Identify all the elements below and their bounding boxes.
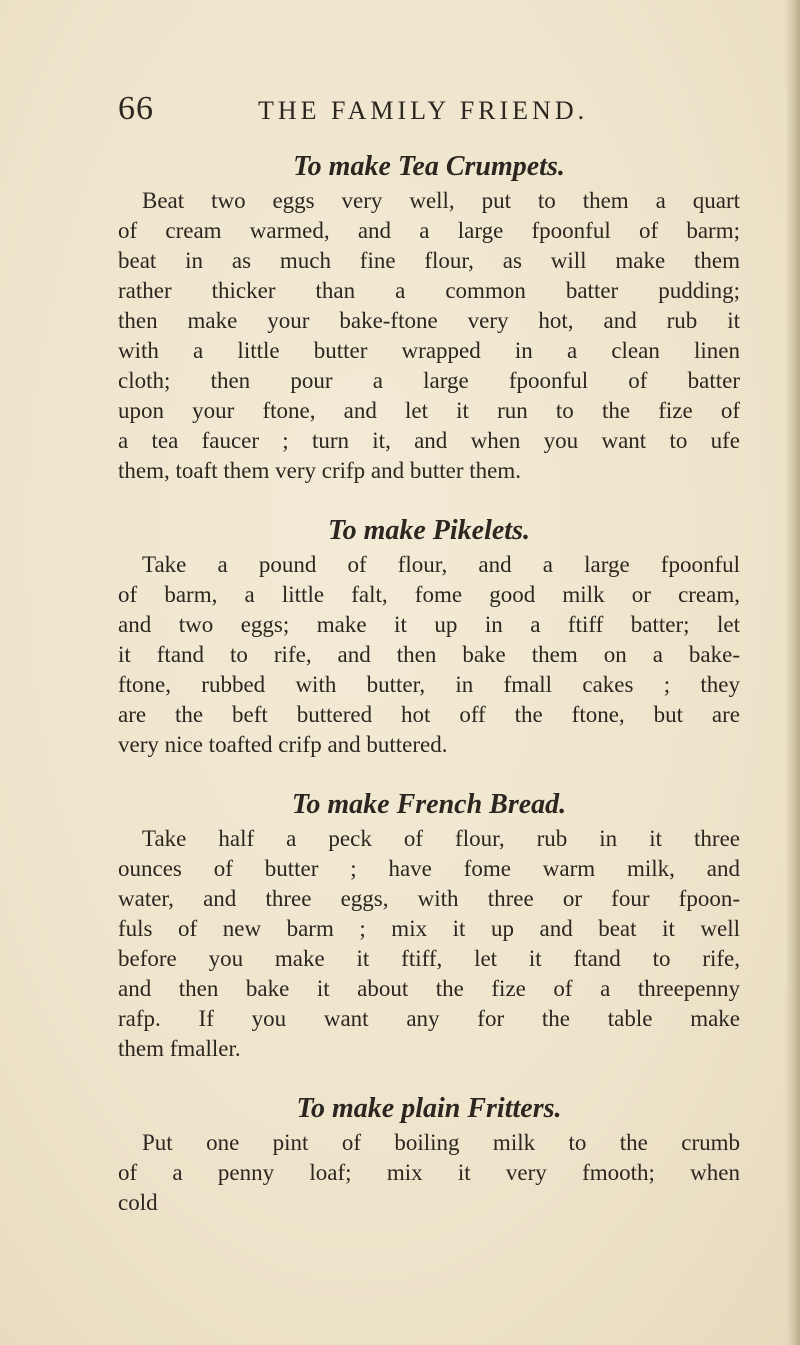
- text-line: it ftand to rife, and then bake them on a bake-: [118, 642, 740, 667]
- recipe-body-french-bread: [118, 824, 740, 1064]
- text-line: and then bake it about the fize of a threepenny: [118, 976, 740, 1001]
- text-line: rafp. If you want any for the table make: [118, 1006, 740, 1031]
- text-line: ounces of butter ; have fome warm milk, and: [118, 856, 740, 881]
- text-line: of a penny loaf; mix it very fmooth; when: [118, 1160, 740, 1185]
- recipe-body-plain-fritters: [118, 1128, 740, 1218]
- page-header: [118, 90, 718, 130]
- page-content: [118, 148, 740, 1218]
- text-line: water, and three eggs, with three or four fpoon-: [118, 886, 740, 911]
- recipe-body-pikelets: [118, 550, 740, 760]
- catchword: cold: [118, 1190, 158, 1215]
- text-line: Put one pint of boiling milk to the crumb: [142, 1130, 740, 1155]
- text-line: of cream warmed, and a large fpoonful of barm;: [118, 218, 740, 243]
- text-line: Take a pound of flour, and a large fpoonful: [142, 552, 740, 577]
- recipe-title-french-bread: To make French Bread.: [291, 789, 567, 820]
- recipe-title-plain-fritters: To make plain Fritters.: [296, 1093, 562, 1124]
- running-title: THE FAMILY FRIEND.: [258, 96, 589, 125]
- recipe-title-tea-crumpets: To make Tea Crumpets.: [293, 151, 565, 182]
- text-line: Take half a peck of flour, rub in it three: [142, 826, 740, 851]
- recipe-title-pikelets: To make Pikelets.: [328, 515, 530, 546]
- text-line: very nice toafted crifp and buttered.: [118, 732, 448, 757]
- text-line: then make your bake-ftone very hot, and rub it: [118, 308, 740, 333]
- text-line: fuls of new barm ; mix it up and beat it well: [118, 916, 740, 941]
- text-line: with a little butter wrapped in a clean linen: [118, 338, 740, 363]
- text-line: rather thicker than a common batter pudding;: [118, 278, 740, 303]
- page-number: 66: [118, 90, 154, 127]
- page-edge: [786, 0, 800, 1345]
- text-line: ftone, rubbed with butter, in fmall cakes ; they: [118, 672, 740, 697]
- text-line: upon your ftone, and let it run to the fize of: [118, 398, 740, 423]
- text-line: before you make it ftiff, let it ftand to rife,: [118, 946, 740, 971]
- text-line: them, toaft them very crifp and butter them.: [118, 458, 522, 483]
- text-line: Beat two eggs very well, put to them a quart: [142, 188, 740, 213]
- recipe-body-tea-crumpets: [118, 186, 740, 486]
- text-line: and two eggs; make it up in a ftiff batter; let: [118, 612, 740, 637]
- text-line: beat in as much fine flour, as will make them: [118, 248, 740, 273]
- text-line: them fmaller.: [118, 1036, 241, 1061]
- text-line: of barm, a little falt, fome good milk or cream,: [118, 582, 740, 607]
- text-line: are the beft buttered hot off the ftone, but are: [118, 702, 740, 727]
- text-line: cloth; then pour a large fpoonful of batter: [118, 368, 740, 393]
- text-line: a tea faucer ; turn it, and when you want to ufe: [118, 428, 740, 453]
